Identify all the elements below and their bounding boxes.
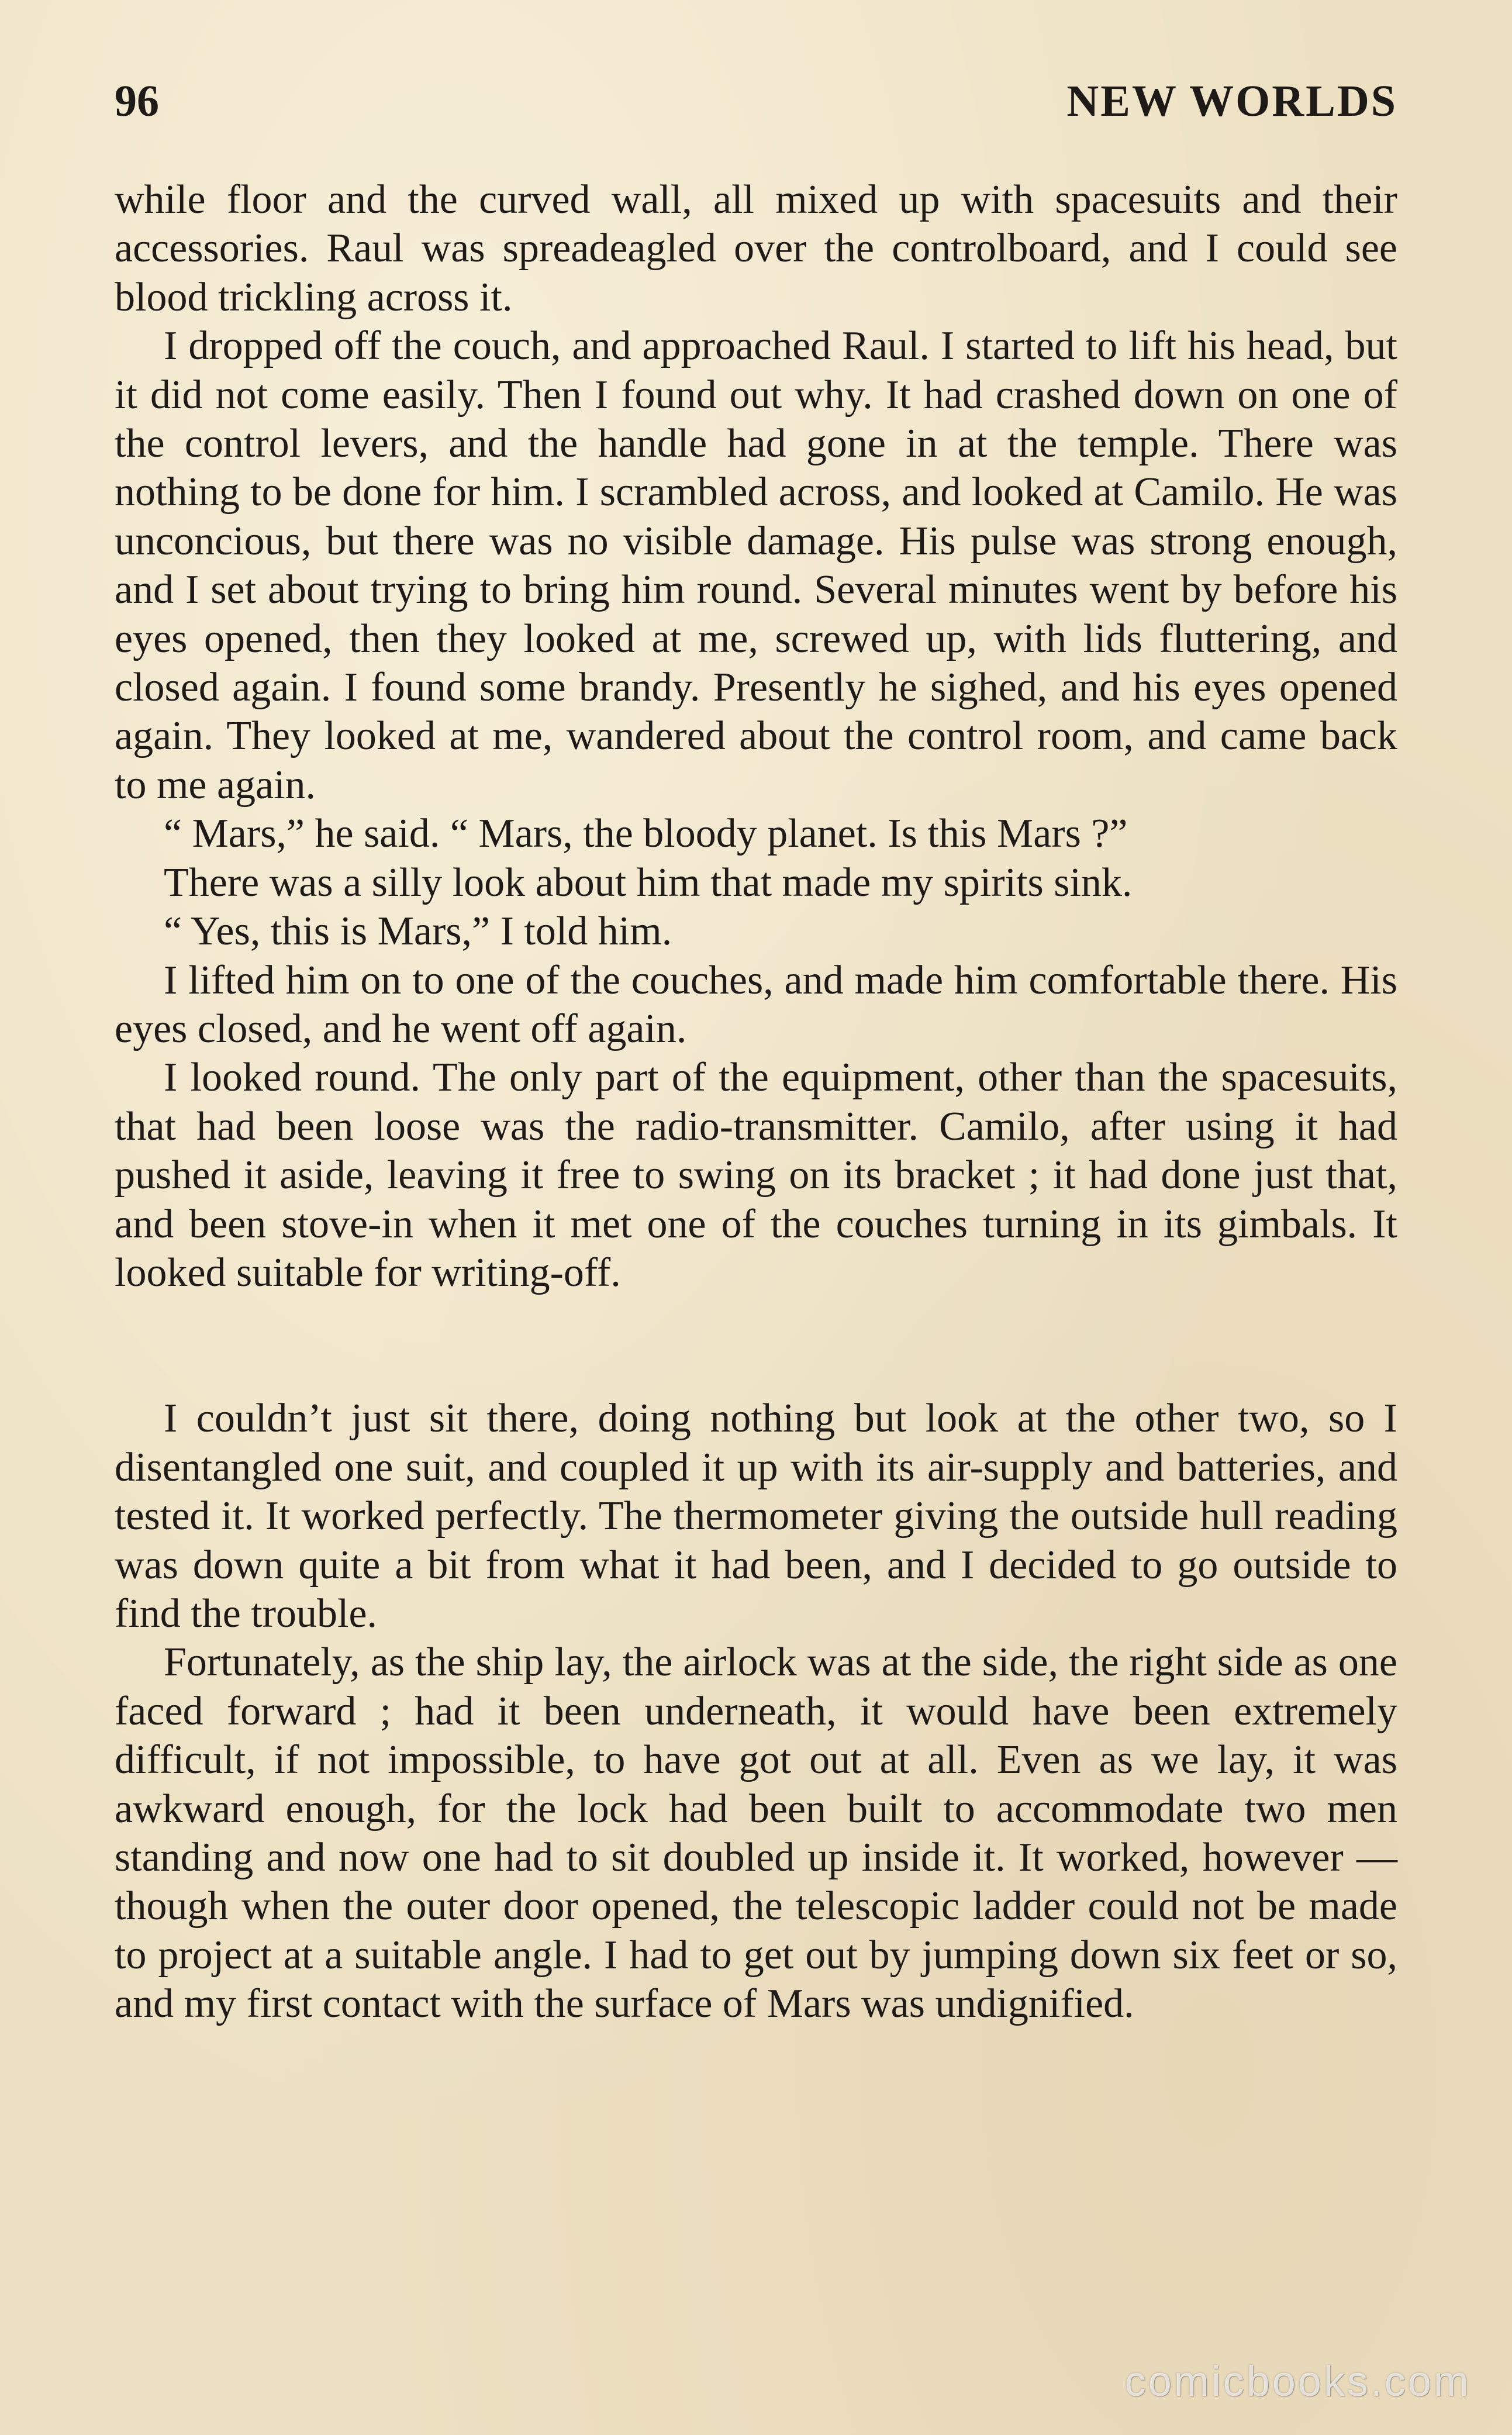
paragraph: I looked round. The only part of the equipment, other than the spacesuits, that had been loose was the radio-transmitter. Camilo, after using it had pushed it aside, leaving it free to swing on its bracket ; it had done just that, and been stove-in when it met one of the couches turning in its gimbals. It looked suitable for writing-off. xyxy=(115,1055,1397,1295)
paragraph: “ Yes, this is Mars,” I told him. xyxy=(164,909,672,954)
paragraph: “ Mars,” he said. “ Mars, the bloody planet. Is this Mars ?” xyxy=(164,811,1128,857)
paragraph: There was a silly look about him that made my spirits sink. xyxy=(164,860,1133,905)
paragraph: while floor and the curved wall, all mixed up with spacesuits and their accessories. Raul was spreadeagled over the controlboard, and I could see blood trickling across it. xyxy=(115,177,1397,320)
paragraph: Fortunately, as the ship lay, the airlock was at the side, the right side as one faced forward ; had it been underneath, it would have been extremely difficult, if not impossible, to have got out at all. Even as we lay, it was awkward enough, for the lock had been built to accommodate two men standing and now one had to sit doubled up inside it. It worked, however —though when the outer door opened, the telescopic ladder could not be made to project at a suitable angle. I had to get out by jumping down six feet or so, and my first contact with the surface of Mars was undignified. xyxy=(115,1640,1397,2027)
watermark: comicbooks.com xyxy=(1124,2358,1471,2405)
running-head: NEW WORLDS xyxy=(1066,77,1397,126)
paragraph: I lifted him on to one of the couches, and made him comfortable there. His eyes closed, and he went off again. xyxy=(115,957,1397,1051)
paragraph: I couldn’t just sit there, doing nothing but look at the other two, so I disentangled one suit, and coupled it up with its air-supply and batteries, and tested it. It worked perfectly. The thermometer giving the outside hull reading was down quite a bit from what it had been, and I decided to go outside to find the trouble. xyxy=(115,1396,1397,1636)
section-break xyxy=(115,1297,1397,1394)
page-number: 96 xyxy=(115,77,159,126)
page-header xyxy=(115,70,1397,140)
paragraph: I dropped off the couch, and approached Raul. I started to lift his head, but it did not come easily. Then I found out why. It had crashed down on one of the control levers, and the handle had gone in at the temple. There was nothing to be done for him. I scrambled across, and looked at Camilo. He was unconcious, but there was no visible damage. His pulse was strong enough, and I set about trying to bring him round. Several minutes went by before his eyes opened, then they looked at me, screwed up, with lids fluttering, and closed again. I found some brandy. Presently he sighed, and his eyes opened again. They looked at me, wandered about the control room, and came back to me again. xyxy=(115,323,1397,808)
body-text xyxy=(115,175,1397,2029)
